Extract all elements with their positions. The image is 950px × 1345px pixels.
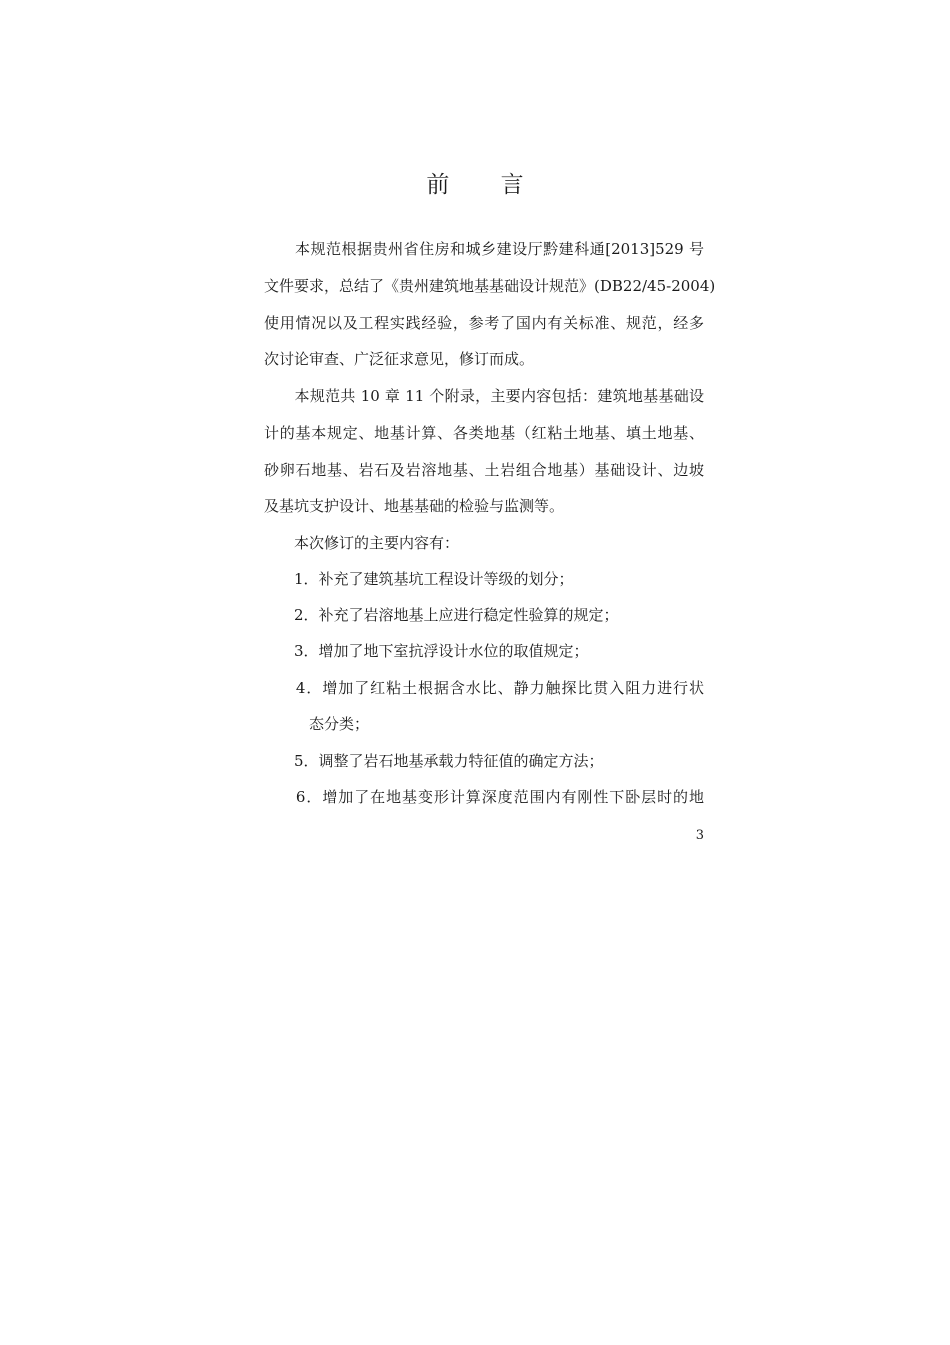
text-line: 砂卵石地基、岩石及岩溶地基、土岩组合地基）基础设计、边坡 <box>264 461 704 479</box>
text-line: 本规范共 10 章 11 个附录，主要内容包括：建筑地基基础设 <box>264 387 704 405</box>
list-item: 4．增加了红粘土根据含水比、静力触探比贯入阻力进行状 <box>264 679 704 697</box>
page-title: 前 言 <box>426 172 546 198</box>
text-line: 及基坑支护设计、地基基础的检验与监测等。 <box>264 497 565 515</box>
text-line: 文件要求，总结了《贵州建筑地基基础设计规范》(DB22/45-2004) <box>264 277 716 295</box>
list-item: 5．调整了岩石地基承载力特征值的确定方法； <box>264 752 604 770</box>
list-item: 1．补充了建筑基坑工程设计等级的划分； <box>264 570 574 588</box>
list-item: 3．增加了地下室抗浮设计水位的取值规定； <box>264 642 589 660</box>
text-line: 本次修订的主要内容有： <box>264 534 460 552</box>
text-line: 计的基本规定、地基计算、各类地基（红粘土地基、填土地基、 <box>264 424 704 442</box>
list-item-continuation: 态分类； <box>264 715 370 733</box>
list-item: 2．补充了岩溶地基上应进行稳定性验算的规定； <box>264 606 619 624</box>
page-number: 3 <box>695 828 704 843</box>
text-line: 本规范根据贵州省住房和城乡建设厅黔建科通[2013]529 号 <box>264 240 704 258</box>
list-item: 6．增加了在地基变形计算深度范围内有刚性下卧层时的地 <box>264 788 704 806</box>
text-line: 次讨论审查、广泛征求意见，修订而成。 <box>264 350 535 368</box>
text-line: 使用情况以及工程实践经验，参考了国内有关标准、规范，经多 <box>264 314 704 332</box>
